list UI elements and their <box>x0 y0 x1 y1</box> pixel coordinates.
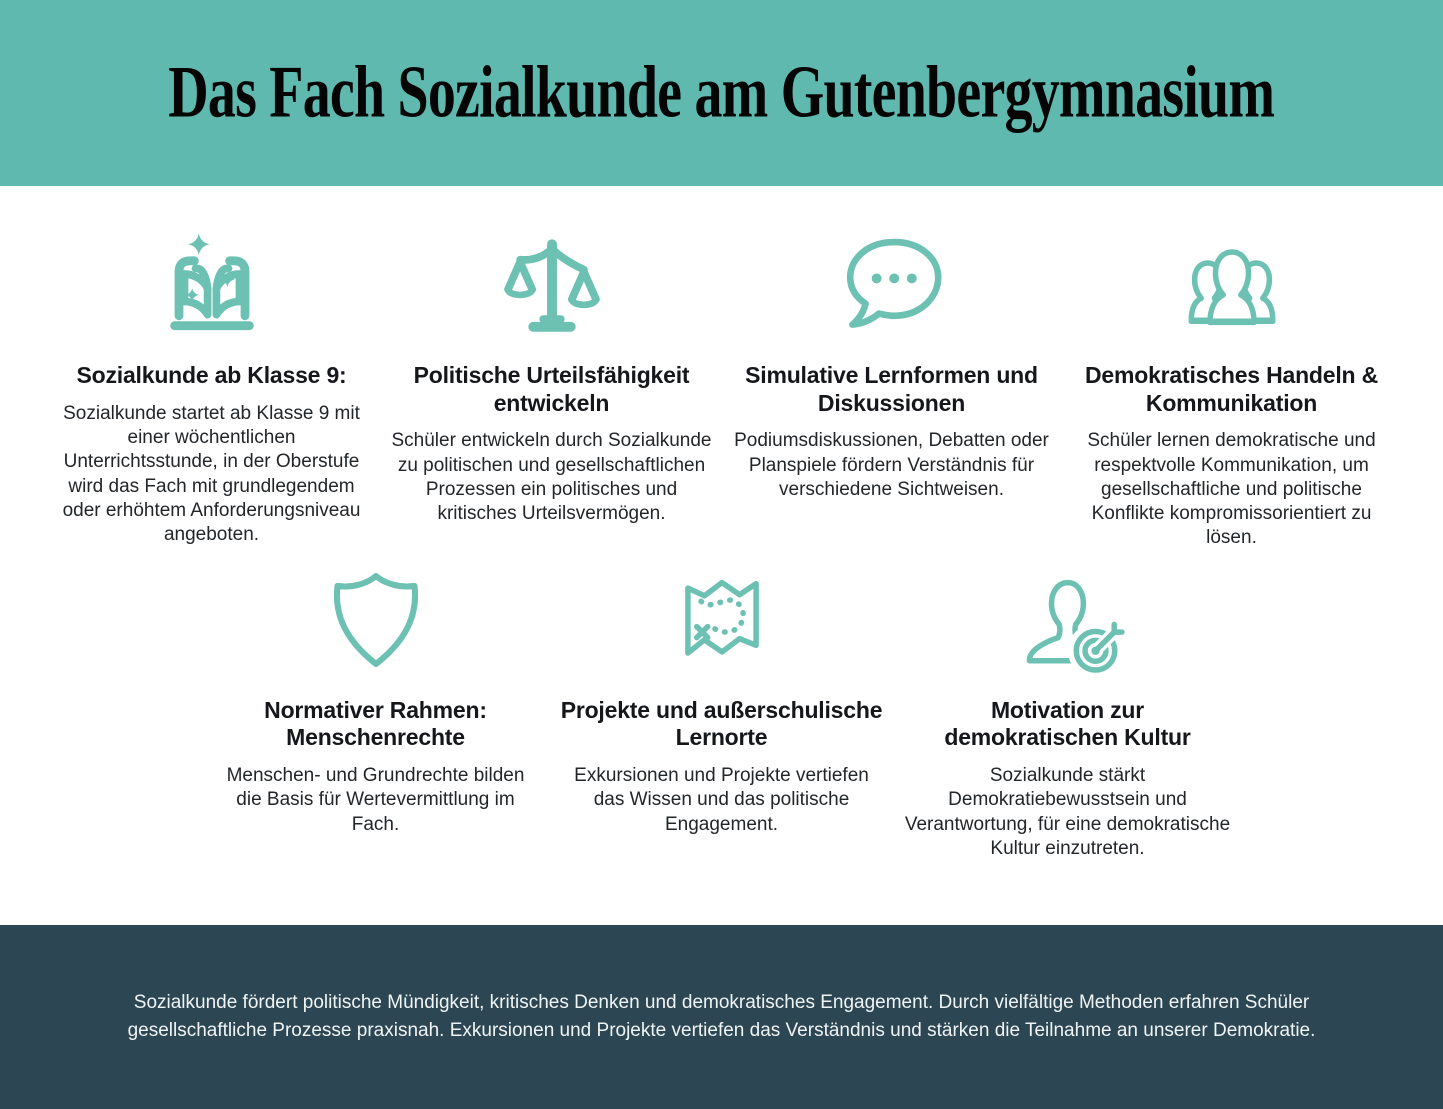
footer-band <box>0 925 1443 1109</box>
feature-card-simulative-lernformen <box>729 230 1055 551</box>
features-row-1 <box>52 230 1391 551</box>
feature-body: Sozialkunde stärkt Demokratiebewusstsein und Verantwortung, für eine demokratische Kultur einzutreten. <box>904 764 1231 859</box>
page-title: Das Fach Sozialkunde am Gutenbergymnasium <box>168 51 1275 134</box>
feature-heading: Demokratisches Handeln & Kommunikation <box>1084 362 1379 416</box>
feature-heading: Politische Urteilsfähigkeit entwickeln <box>413 362 690 416</box>
feature-card-sozialkunde-ab-klasse-9 <box>49 230 375 551</box>
scales-of-justice-icon <box>497 230 607 340</box>
feature-heading: Projekte und außerschulische Lernorte <box>560 696 883 751</box>
feature-body: Exkursionen und Projekte vertiefen das Wissen und das politische Engagement. <box>574 764 869 835</box>
feature-heading: Simulative Lernformen und Diskussionen <box>745 362 1038 416</box>
person-target-icon <box>1013 565 1123 675</box>
feature-card-normativer-rahmen <box>213 565 539 861</box>
feature-heading: Normativer Rahmen: Menschenrechte <box>264 696 487 751</box>
feature-card-projekte-lernorte <box>559 565 885 861</box>
people-group-icon <box>1177 230 1287 340</box>
features-row-2 <box>52 565 1391 861</box>
feature-heading: Motivation zur demokratischen Kultur <box>944 696 1191 751</box>
feature-body: Podiumsdiskussionen, Debatten oder Planspiele fördern Verständnis für verschiedene Sichtweisen. <box>734 430 1049 500</box>
feature-card-motivation-kultur <box>905 565 1231 861</box>
feature-body: Menschen- und Grundrechte bilden die Basis für Wertevermittlung im Fach. <box>226 764 525 835</box>
treasure-map-icon <box>667 565 777 675</box>
feature-card-politische-urteilsfaehigkeit <box>389 230 715 551</box>
feature-body: Sozialkunde startet ab Klasse 9 mit einer wöchentlichen Unterrichtsstunde, in der Oberstufe wird das Fach mit grundlegendem oder erhöhtem Anforderungsniveau angeboten. <box>62 402 361 546</box>
feature-card-demokratisches-handeln <box>1069 230 1395 551</box>
feature-heading: Sozialkunde ab Klasse 9: <box>76 362 347 388</box>
speech-bubble-icon <box>837 230 947 340</box>
features-area <box>0 186 1443 861</box>
shield-icon <box>321 565 431 675</box>
header-band <box>0 0 1443 186</box>
feature-body: Schüler entwickeln durch Sozialkunde zu politischen und gesellschaftlichen Prozessen ein politisches und kritisches Urteilsvermögen. <box>391 430 712 525</box>
magic-book-icon <box>157 230 267 340</box>
footer-summary: Sozialkunde fördert politische Mündigkeit, kritisches Denken und demokratisches Engagement. Durch vielfältige Methoden erfahren Schüler gesellschaftliche Prozesse praxisnah. Exkursionen und Projekte vertiefen das Verständnis und stärken die Teilnahme an unserer Demokratie. <box>127 992 1316 1041</box>
feature-body: Schüler lernen demokratische und respektvolle Kommunikation, um gesellschaftliche und politische Konflikte kompromissorientiert zu lösen. <box>1087 430 1376 549</box>
